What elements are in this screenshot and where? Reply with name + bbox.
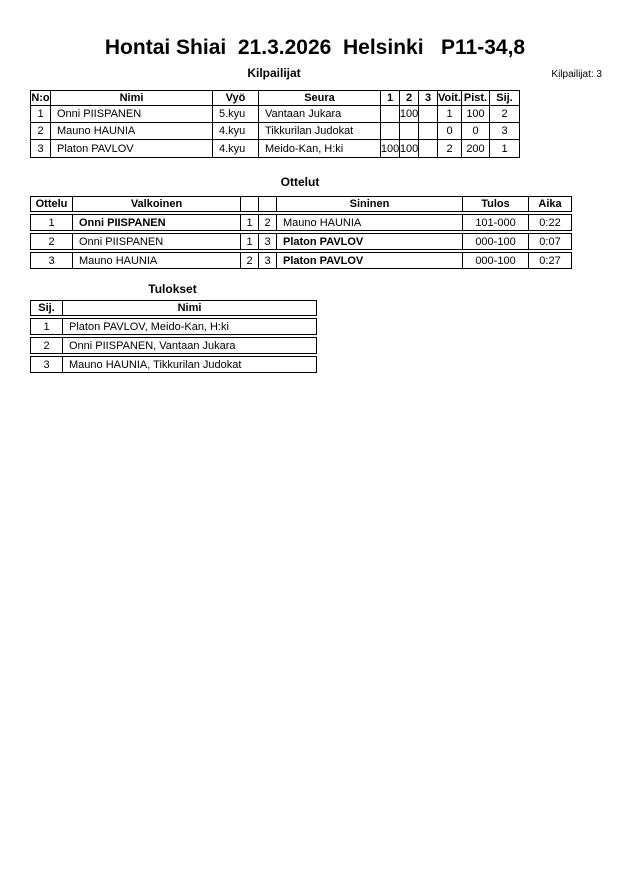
matches-header-row [30,196,572,212]
competitor-r2: 100 [400,106,419,123]
competitor-club: Vantaan Jukara [259,106,381,123]
match-row [30,233,572,250]
matches-table [30,196,572,271]
col-header-match: Ottelu [31,197,73,211]
result-row [30,356,317,373]
col-header-name: Nimi [177,302,202,314]
results-section-title: Tulokset [148,282,197,296]
competitor-no: 1 [31,106,51,123]
competitor-place: 1 [501,142,508,155]
match-no: 3 [31,253,73,268]
result-place: 3 [31,357,63,372]
match-no: 1 [31,215,73,230]
competitor-r3 [419,123,438,140]
results-table [30,300,317,375]
result-row [30,337,317,354]
col-header-club: Seura [259,91,381,106]
competitor-no: 2 [31,123,51,140]
competitor-place: 2 [490,106,519,123]
match-blue-name: Platon PAVLOV [277,234,463,249]
competitors-section-title: Kilpailijat [247,66,301,80]
competitor-wins: 0 [438,123,462,140]
competitor-belt: 4.kyu [213,123,259,140]
match-white-name: Mauno HAUNIA [73,253,241,268]
col-header-no: N:o [31,92,50,104]
competitor-r2: 100 [400,140,419,157]
match-blue-no: 2 [259,215,277,230]
result-place: 2 [31,338,63,353]
match-blue-name: Mauno HAUNIA [277,215,463,230]
competitor-row [31,106,519,123]
competitor-row [31,123,519,140]
col-header-blue: Sininen [277,197,463,211]
competitor-points: 100 [462,106,490,123]
match-time: 0:22 [539,216,561,229]
competitors-header-row [31,91,519,106]
competitor-name: Platon PAVLOV [51,140,213,157]
match-no: 2 [31,234,73,249]
result-place: 1 [31,319,63,334]
col-header-belt: Vyö [213,91,259,106]
col-header-name: Nimi [51,91,213,106]
match-blue-name: Platon PAVLOV [277,253,463,268]
col-header-white: Valkoinen [73,197,241,211]
match-result: 101-000 [463,215,529,230]
competitor-wins: 2 [438,140,462,157]
results-header-row [30,300,317,316]
col-header-time: Aika [538,198,562,210]
competitor-name: Onni PIISPANEN [51,106,213,123]
match-white-name: Onni PIISPANEN [73,234,241,249]
match-blue-no: 3 [259,234,277,249]
match-result: 000-100 [463,234,529,249]
page-title: Hontai Shiai 21.3.2026 Helsinki P11-34,8 [104,36,526,59]
col-header-r2: 2 [400,91,419,106]
competitor-row [31,140,519,157]
match-time: 0:07 [539,235,561,248]
competitor-wins: 1 [438,106,462,123]
competitor-belt: 5.kyu [213,106,259,123]
result-name: Mauno HAUNIA, Tikkurilan Judokat [69,358,242,371]
match-blue-no: 3 [259,253,277,268]
col-header-wins: Voit. [438,92,462,104]
match-time: 0:27 [539,254,561,267]
competitor-r3 [419,106,438,123]
match-white-no: 1 [241,234,259,249]
competitor-no: 3 [31,140,51,157]
competitor-place: 3 [490,123,519,140]
competitor-r1 [381,123,400,140]
competitor-points: 200 [462,140,490,157]
competitor-belt: 4.kyu [213,140,259,157]
col-header-result: Tulos [463,197,529,211]
result-name: Onni PIISPANEN, Vantaan Jukara [69,339,236,352]
competitor-points: 0 [462,123,490,140]
col-header-n1 [241,197,259,211]
match-row [30,252,572,269]
competitors-count-label: Kilpailijat: 3 [551,69,602,80]
col-header-r1: 1 [381,91,400,106]
col-header-place: Sij. [31,301,63,315]
matches-section-title: Ottelut [280,175,320,189]
competitor-r1 [381,106,400,123]
match-result: 000-100 [463,253,529,268]
result-name: Platon PAVLOV, Meido-Kan, H:ki [69,320,229,333]
competitor-club: Meido-Kan, H:ki [259,140,381,157]
competitor-club: Tikkurilan Judokat [259,123,381,140]
col-header-points: Pist. [462,91,490,106]
match-white-no: 1 [241,215,259,230]
match-white-no: 2 [241,253,259,268]
result-row [30,318,317,335]
competitor-r2 [400,123,419,140]
match-white-name: Onni PIISPANEN [73,215,241,230]
competitor-r1: 100 [381,140,400,157]
col-header-place: Sij. [490,91,519,106]
col-header-n2 [259,197,277,211]
col-header-r3: 3 [419,91,438,106]
match-row [30,214,572,231]
competitors-table [30,90,520,158]
competitor-name: Mauno HAUNIA [51,123,213,140]
competitor-r3 [419,140,438,157]
